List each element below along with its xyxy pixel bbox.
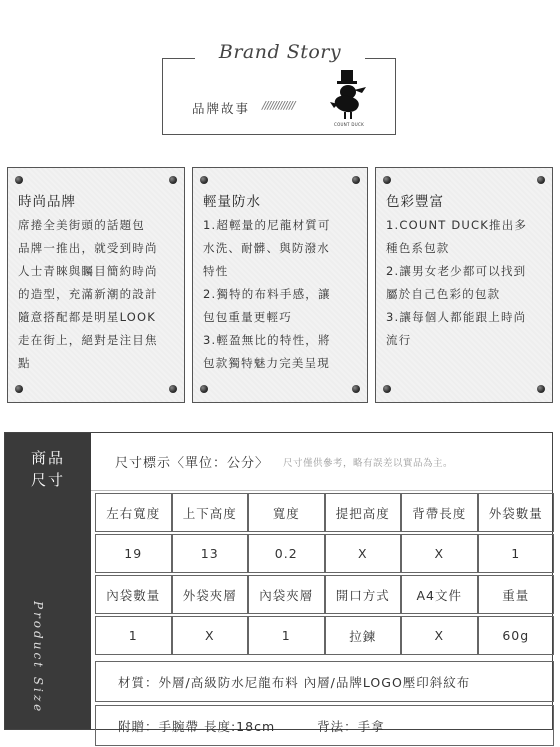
table-cell: X (401, 616, 478, 655)
product-size-section (4, 432, 553, 734)
card-line: 的造型，充滿新潮的設計 (18, 287, 158, 301)
table-header-cell: 外袋數量 (478, 493, 555, 532)
table-header-cell: 左右寬度 (95, 493, 172, 532)
card-line: 3.輕盈無比的特性，將 (203, 333, 331, 347)
table-row (95, 614, 554, 655)
card-line: 點 (18, 356, 31, 370)
card-line: 3.讓每個人都能跟上時尚 (386, 310, 527, 324)
card-title: 時尚品牌 (18, 194, 76, 210)
size-grid (95, 491, 554, 655)
table-cell: 1 (248, 616, 325, 655)
card-line: 1.超輕量的尼龍材質可 (203, 218, 331, 232)
table-header-cell: 內袋夾層 (248, 575, 325, 614)
card-line: 屬於自己色彩的包款 (386, 287, 501, 301)
carry-text: 背法：手拿 (317, 718, 385, 734)
table-cell: X (325, 534, 402, 573)
card-line: 種色系包款 (386, 241, 450, 255)
card-line: 流行 (386, 333, 412, 347)
card-line: 水洗、耐髒、與防潑水 (203, 241, 330, 255)
table-row (95, 532, 554, 573)
material-text: 材質：外層/高級防水尼龍布料 內層/品牌LOGO壓印斜紋布 (118, 674, 471, 690)
table-header-cell: 提把高度 (325, 493, 402, 532)
card-line: 人士青睞與矚目簡約時尚 (18, 264, 158, 278)
material-row (95, 661, 554, 702)
bolt-icon (15, 385, 23, 393)
card-line: 包包重量更輕巧 (203, 310, 292, 324)
table-row (95, 491, 554, 532)
table-row (95, 573, 554, 614)
table-header-cell: 寬度 (248, 493, 325, 532)
table-header-cell: 外袋夾層 (172, 575, 249, 614)
brand-story-title: Brand Story (195, 37, 365, 67)
card-body (18, 214, 178, 375)
feature-card-colors (375, 167, 553, 403)
table-cell: 1 (478, 534, 555, 573)
gift-text: 附贈：手腕帶 長度:18cm (118, 718, 276, 734)
size-heading-title: 尺寸標示〈單位：公分〉 (115, 456, 270, 471)
bolt-icon (15, 176, 23, 184)
table-header-cell: 開口方式 (325, 575, 402, 614)
card-body (386, 214, 546, 352)
card-line: 1.COUNT DUCK推出多 (386, 218, 528, 232)
card-line: 2.讓男女老少都可以找到 (386, 264, 527, 278)
size-heading-note: 尺寸僅供參考，略有誤差以實品為主。 (283, 457, 454, 469)
card-line: 隨意搭配都是明星LOOK (18, 310, 157, 324)
bolt-icon (200, 385, 208, 393)
bolt-icon (383, 176, 391, 184)
bolt-icon (352, 176, 360, 184)
size-table-area (91, 433, 552, 734)
card-line: 包款獨特魅力完美呈現 (203, 356, 330, 370)
size-sidebar-title (5, 447, 91, 491)
card-line: 走在街上，絕對是注目焦 (18, 333, 158, 347)
feature-card-fashion (7, 167, 185, 403)
table-header-cell: 背帶長度 (401, 493, 478, 532)
card-line: 特性 (203, 264, 229, 278)
brand-divider-slashes: //////////// (262, 99, 295, 112)
table-cell: 拉鍊 (325, 616, 402, 655)
feature-card-lightweight (192, 167, 368, 403)
bolt-icon (200, 176, 208, 184)
table-cell: 1 (95, 616, 172, 655)
bolt-icon (537, 176, 545, 184)
table-cell: 13 (172, 534, 249, 573)
side-title-line: 尺寸 (30, 471, 65, 489)
table-header-cell: 重量 (478, 575, 555, 614)
card-line: 2.獨特的布料手感，讓 (203, 287, 331, 301)
table-cell: 19 (95, 534, 172, 573)
table-cell: 60g (478, 616, 555, 655)
card-line: 品牌一推出，就受到時尚 (18, 241, 158, 255)
table-cell: 0.2 (248, 534, 325, 573)
card-title: 輕量防水 (203, 194, 261, 210)
brand-logo-caption: COUNT DUCK (334, 122, 364, 127)
card-title: 色彩豐富 (386, 194, 444, 210)
bolt-icon (169, 385, 177, 393)
side-title-line: 商品 (30, 449, 65, 467)
brand-story-label: 品牌故事 (192, 101, 251, 116)
bolt-icon (169, 176, 177, 184)
table-cell: X (401, 534, 478, 573)
size-heading (91, 433, 552, 491)
table-header-cell: 內袋數量 (95, 575, 172, 614)
gift-row (95, 705, 554, 746)
table-cell: X (172, 616, 249, 655)
size-sidebar (5, 433, 91, 729)
bolt-icon (383, 385, 391, 393)
card-body (203, 214, 361, 375)
table-header-cell: A4文件 (401, 575, 478, 614)
card-line: 席捲全美街頭的話題包 (18, 218, 145, 232)
bolt-icon (352, 385, 360, 393)
bolt-icon (537, 385, 545, 393)
count-duck-logo-icon (324, 68, 372, 124)
table-header-cell: 上下高度 (172, 493, 249, 532)
product-size-vertical-label: Product Size (31, 601, 45, 715)
